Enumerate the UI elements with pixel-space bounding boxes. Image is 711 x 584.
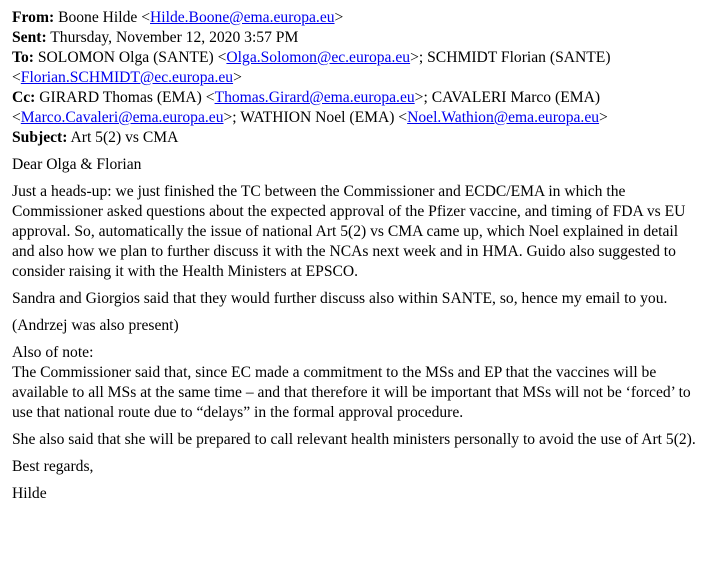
signature: Hilde [12, 485, 47, 502]
cc-label: Cc: [12, 89, 36, 106]
to-name-1: SOLOMON Olga (SANTE) < [37, 49, 227, 66]
cc-email-link-2[interactable]: Marco.Cavaleri@ema.europa.eu [20, 109, 224, 126]
email-header [12, 8, 701, 148]
closing: Best regards, [12, 458, 94, 475]
paragraph-4: The Commissioner said that, since EC made a commitment to the MSs and EP that the vaccines will be available to all MSs at the same time – and that therefore it will be important that MSs will not be ‘forced’ to use that national route due to “delays” in the formal approval procedure. [12, 364, 691, 421]
cc-line [12, 88, 701, 128]
to-email-link-1[interactable]: Olga.Solomon@ec.europa.eu [226, 49, 411, 66]
paragraph-2: Sandra and Giorgios said that they would further discuss also within SANTE, so, hence my email to you. [12, 290, 668, 307]
cc-separator-1: >; CAVALERI Marco (EMA) < [12, 89, 601, 126]
cc-name-1: GIRARD Thomas (EMA) < [39, 89, 215, 106]
from-name: Boone Hilde < [58, 9, 151, 26]
sent-line [12, 28, 701, 48]
to-close: > [233, 69, 242, 86]
to-line [12, 48, 701, 88]
cc-separator-2: >; WATHION Noel (EMA) < [223, 109, 408, 126]
cc-close: > [599, 109, 608, 126]
paragraph-5: She also said that she will be prepared to call relevant health ministers personally to avoid the use of Art 5(2). [12, 431, 696, 448]
to-label: To: [12, 49, 34, 66]
email-body [12, 155, 701, 504]
cc-email-link-3[interactable]: Noel.Wathion@ema.europa.eu [407, 109, 600, 126]
paragraph-3: (Andrzej was also present) [12, 317, 179, 334]
sent-label: Sent: [12, 29, 47, 46]
subject-value: Art 5(2) vs CMA [70, 129, 179, 146]
from-email-link[interactable]: Hilde.Boone@ema.europa.eu [150, 9, 335, 26]
paragraph-1: Just a heads-up: we just finished the TC between the Commissioner and ECDC/EMA in which the Commissioner asked questions about the expected approval of the Pfizer vaccine, and timing of FDA vs EU approval. So, automatically the issue of national Art 5(2) vs CMA came up, which Noel explained in detail and also how we plan to further discuss it with the NCAs next week and in HMA. Guido also suggested to consider raising it with the Health Ministers at EPSCO. [12, 183, 686, 280]
from-close: > [334, 9, 344, 26]
from-line [12, 8, 701, 28]
subject-label: Subject: [12, 129, 68, 146]
cc-email-link-1[interactable]: Thomas.Girard@ema.europa.eu [214, 89, 415, 106]
to-separator-1: >; SCHMIDT Florian (SANTE) < [12, 49, 611, 86]
paragraph-4-heading: Also of note: [12, 344, 94, 361]
subject-line [12, 128, 701, 148]
from-label: From: [12, 9, 55, 26]
to-email-link-2[interactable]: Florian.SCHMIDT@ec.europa.eu [20, 69, 234, 86]
greeting: Dear Olga & Florian [12, 156, 142, 173]
sent-value: Thursday, November 12, 2020 3:57 PM [50, 29, 299, 46]
